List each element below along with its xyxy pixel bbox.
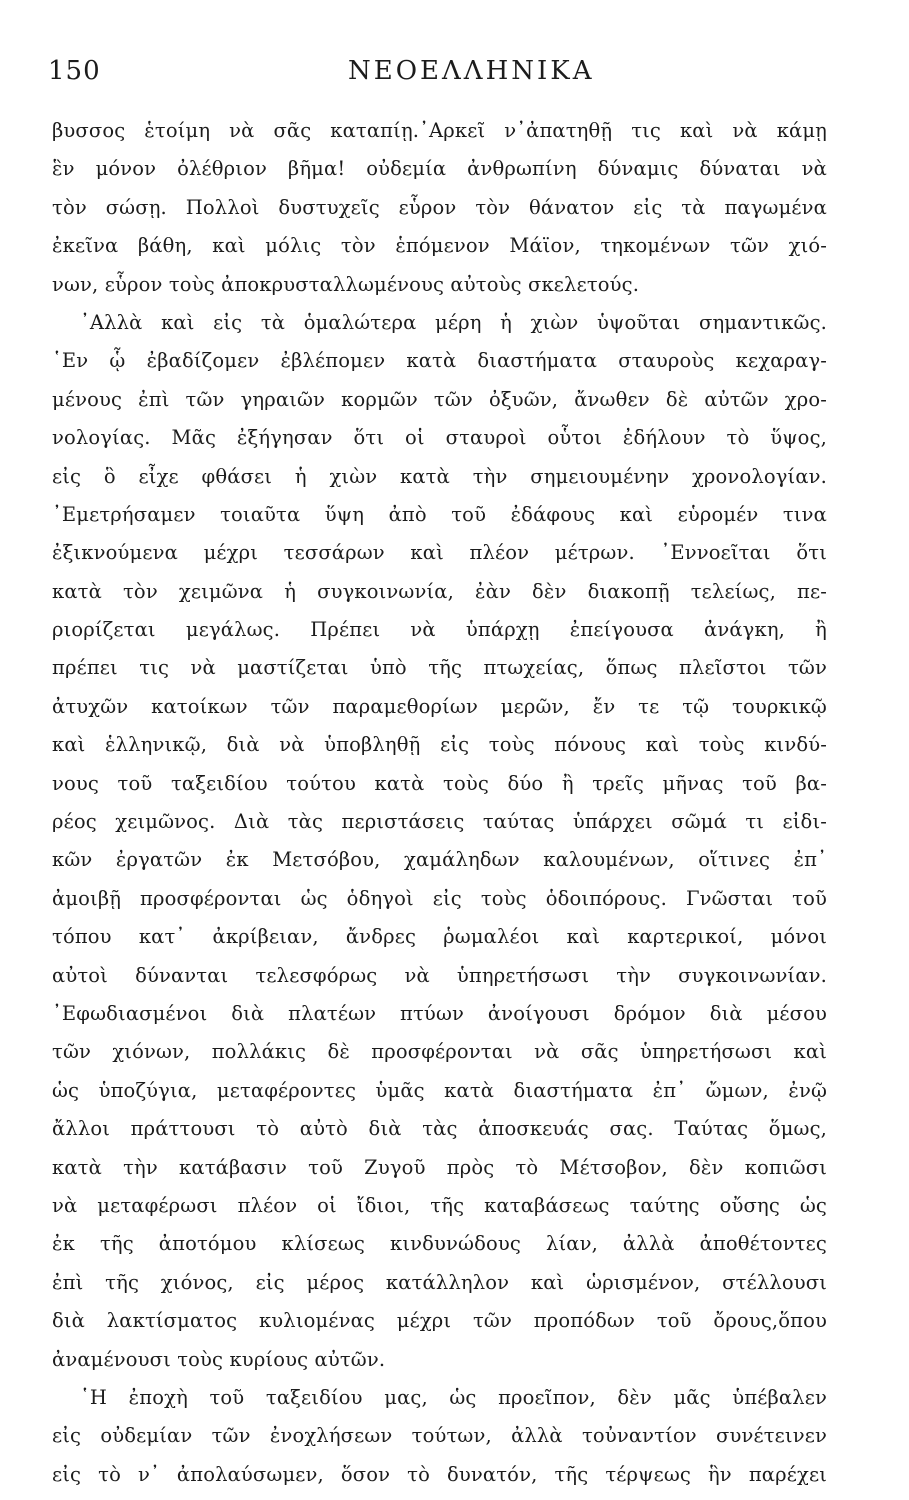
text-line: αὐτοὶ δύνανται τελεσφόρως νὰ ὑπηρετήσωσι τὴν συγκοινωνίαν. (52, 963, 827, 987)
text-line: εἰς οὐδεμίαν τῶν ἐνοχλήσεων τούτων, ἀλλὰ τοὐναντίον συνέτεινεν (52, 1424, 827, 1448)
text-line: ρέος χειμῶνος. Διὰ τὰς περιστάσεις ταύτας ὑπάρχει σῶμά τι εἰδι- (52, 810, 827, 834)
text-line: ἐπὶ τῆς χιόνος, εἰς μέρος κατάλληλον καὶ ὡρισμένον, στέλλουσι (52, 1270, 827, 1294)
text-line: ἐξικνούμενα μέχρι τεσσάρων καὶ πλέον μέτρων. ᾿Εννοεῖται ὅτι (52, 541, 827, 565)
text-line: κατὰ τὴν κατάβασιν τοῦ Ζυγοῦ πρὸς τὸ Μέτσοβον, δὲν κοπιῶσι (52, 1155, 827, 1179)
text-line: νους τοῦ ταξειδίου τούτου κατὰ τοὺς δύο ἢ τρεῖς μῆνας τοῦ βα- (52, 771, 827, 795)
text-line: πρέπει τις νὰ μαστίζεται ὑπὸ τῆς πτωχείας, ὅπως πλεῖστοι τῶν (52, 656, 827, 680)
text-line: διὰ λακτίσματος κυλιομένας μέχρι τῶν προπόδων τοῦ ὄρους,ὅπου (52, 1309, 827, 1333)
text-line: ᾿Αλλὰ καὶ εἰς τὰ ὁμαλώτερα μέρη ἡ χιὼν ὑψοῦται σημαντικῶς. (80, 310, 827, 334)
text-line: ᾿Εμετρήσαμεν τοιαῦτα ὕψη ἀπὸ τοῦ ἐδάφους καὶ εὑρομέν τινα (52, 502, 827, 526)
text-line: κῶν ἐργατῶν ἐκ Μετσόβου, χαμάληδων καλουμένων, οἵτινες ἐπ᾿ (52, 848, 827, 872)
text-line: ἓν μόνον ὀλέθριον βῆμα! οὐδεμία ἀνθρωπίνη δύναμις δύναται νὰ (52, 157, 827, 181)
text-line: ἐκεῖνα βάθη, καὶ μόλις τὸν ἑπόμενον Μάϊον, τηκομένων τῶν χιό- (52, 234, 827, 258)
running-title: ΝΕΟΕΛΛΗΝΙΚΑ (348, 56, 595, 86)
text-line: κατὰ τὸν χειμῶνα ἡ συγκοινωνία, ἐὰν δὲν διακοπῇ τελείως, πε- (52, 579, 827, 603)
text-line: ἐκ τῆς ἀποτόμου κλίσεως κινδυνώδους λίαν, ἀλλὰ ἀποθέτοντες (52, 1232, 827, 1256)
page-header (48, 56, 828, 96)
text-line: ὡς ὑποζύγια, μεταφέροντες ὑμᾶς κατὰ διαστήματα ἐπ᾿ ὤμων, ἐνῷ (52, 1078, 827, 1102)
text-line: τὸν σώσῃ. Πολλοὶ δυστυχεῖς εὗρον τὸν θάνατον εἰς τὰ παγωμένα (52, 195, 827, 219)
text-line: ριορίζεται μεγάλως. Πρέπει νὰ ὑπάρχῃ ἐπείγουσα ἀνάγκη, ἢ (52, 618, 827, 642)
text-line: νων, εὗρον τοὺς ἀποκρυσταλλωμένους αὐτοὺς σκελετούς. (52, 272, 640, 296)
text-line: τῶν χιόνων, πολλάκις δὲ προσφέρονται νὰ σᾶς ὑπηρετήσωσι καὶ (52, 1040, 827, 1064)
page-number: 150 (48, 56, 101, 86)
body-text (52, 112, 827, 1494)
text-line: τόπου κατ᾿ ἀκρίβειαν, ἄνδρες ῥωμαλέοι καὶ καρτερικοί, μόνοι (52, 925, 827, 949)
text-line: εἰς ὃ εἶχε φθάσει ἡ χιὼν κατὰ τὴν σημειουμένην χρονολογίαν. (52, 464, 827, 488)
text-line: ἄλλοι πράττουσι τὸ αὐτὸ διὰ τὰς ἀποσκευάς σας. Ταύτας ὅμως, (52, 1117, 827, 1141)
text-line: ἀτυχῶν κατοίκων τῶν παραμεθορίων μερῶν, ἔν τε τῷ τουρκικῷ (52, 694, 827, 718)
text-line: ἀμοιβῇ προσφέρονται ὡς ὁδηγοὶ εἰς τοὺς ὁδοιπόρους. Γνῶσται τοῦ (52, 886, 827, 910)
text-line: ῾Εν ᾧ ἐβαδίζομεν ἐβλέπομεν κατὰ διαστήματα σταυροὺς κεχαραγ- (52, 349, 827, 373)
text-line: εἰς τὸ ν᾿ ἀπολαύσωμεν, ὅσον τὸ δυνατόν, τῆς τέρψεως ἣν παρέχει (52, 1462, 827, 1486)
text-line: νολογίας. Μᾶς ἐξήγησαν ὅτι οἱ σταυροὶ οὗτοι ἐδήλουν τὸ ὕψος, (52, 426, 827, 450)
text-line: βυσσος ἑτοίμη νὰ σᾶς καταπίῃ.᾿Αρκεῖ ν᾿ἀπατηθῇ τις καὶ νὰ κάμῃ (52, 119, 827, 142)
text-line: ἀναμένουσι τοὺς κυρίους αὐτῶν. (52, 1347, 386, 1371)
text-line: καὶ ἑλληνικῷ, διὰ νὰ ὑποβληθῇ εἰς τοὺς πόνους καὶ τοὺς κινδύ- (52, 733, 827, 757)
text-line: ῾Η ἐποχὴ τοῦ ταξειδίου μας, ὡς προεῖπον, δὲν μᾶς ὑπέβαλεν (80, 1385, 827, 1409)
text-line: ᾿Εφωδιασμένοι διὰ πλατέων πτύων ἀνοίγουσι δρόμον διὰ μέσου (52, 1001, 827, 1025)
text-line: μένους ἐπὶ τῶν γηραιῶν κορμῶν τῶν ὀξυῶν, ἄνωθεν δὲ αὐτῶν χρο- (52, 387, 827, 411)
text-line: νὰ μεταφέρωσι πλέον οἱ ἴδιοι, τῆς καταβάσεως ταύτης οὔσης ὡς (52, 1193, 827, 1217)
